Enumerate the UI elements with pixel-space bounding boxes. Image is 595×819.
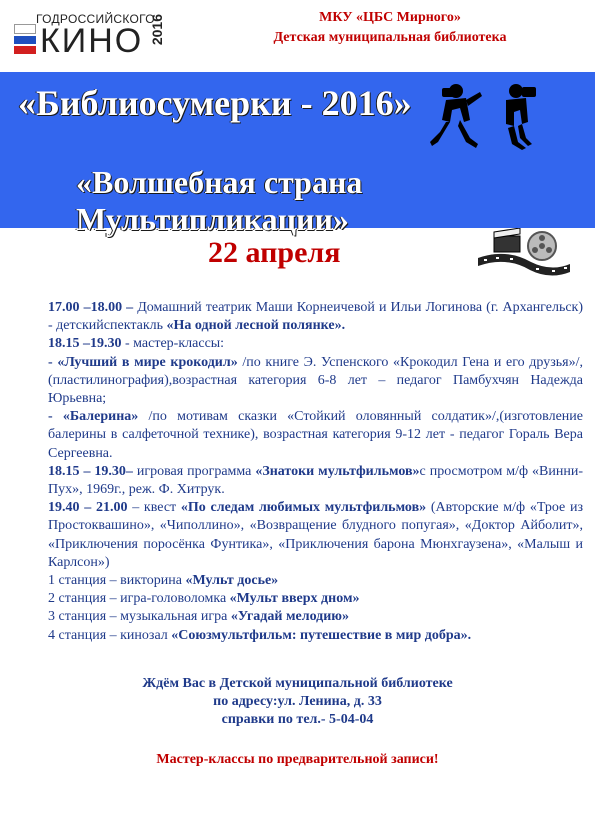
item-title: - «Балерина» bbox=[48, 409, 139, 425]
item-text: – квест bbox=[127, 500, 181, 516]
item-text: - мастер-классы: bbox=[121, 336, 225, 352]
item-text: /по мотивам сказки «Стойкий оловянный солдатик»/,(изготовление балерины в салфеточной технике), возрастная категория 9-12 лет - педагог Гораль Вера Сергеевна. bbox=[48, 409, 583, 461]
station-1 bbox=[48, 572, 583, 590]
item-text: 2 станция – игра-головоломка bbox=[48, 591, 230, 607]
station-4 bbox=[48, 627, 583, 645]
logo-year: 2016 bbox=[149, 14, 165, 46]
item-text: 3 станция – музыкальная игра bbox=[48, 609, 231, 625]
program-item-6 bbox=[48, 499, 583, 572]
program-item-1 bbox=[48, 299, 583, 335]
item-title: «На одной лесной полянке». bbox=[166, 318, 346, 334]
station-3 bbox=[48, 608, 583, 626]
photographer-silhouette-icon bbox=[420, 82, 490, 152]
event-title: «Библиосумерки - 2016» bbox=[18, 83, 412, 123]
time-slot: 17.00 –18.00 – bbox=[48, 300, 134, 315]
program-item-4 bbox=[48, 408, 583, 463]
library-name: Детская муниципальная библиотека bbox=[273, 30, 507, 45]
logo-main-text: КИНО bbox=[40, 22, 144, 60]
item-title: «Знатоки мультфильмов» bbox=[255, 463, 420, 479]
item-text: с просмотром м/ф «Винни-Пух», 1969г., реж. Ф. Хитрук. bbox=[48, 463, 583, 498]
program-item-5 bbox=[48, 463, 583, 499]
event-date: 22 апреля bbox=[208, 236, 341, 269]
time-slot: 18.15 –19.30 bbox=[48, 336, 122, 352]
item-title: «Мульт досье» bbox=[185, 573, 279, 589]
address-text: по адресу:ул. Ленина, д. 33 bbox=[213, 694, 382, 709]
item-text: /по книге Э. Успенского «Крокодил Гена и его друзья»/,(пластилинография),возрастная категория 6-8 лет – педагог Памбухчян Надежда Юрьевна; bbox=[48, 354, 583, 407]
program-item-3 bbox=[48, 354, 583, 409]
item-title: «Угадай мелодию» bbox=[230, 609, 350, 625]
item-text: игровая программа bbox=[132, 463, 256, 479]
invitation-text: Ждём Вас в Детской муниципальной библиотеке bbox=[142, 676, 453, 691]
item-text: 4 станция – кинозал bbox=[48, 627, 172, 643]
item-title: - «Лучший в мире крокодил» bbox=[48, 354, 238, 370]
phone-text: справки по тел.- 5-04-04 bbox=[221, 712, 374, 727]
logo-top-text: ГОДРОССИЙСКОГО bbox=[36, 12, 155, 26]
event-subtitle: «Волшебная страна Мультипликации» bbox=[76, 164, 363, 237]
item-text: (Авторские м/ф «Трое из Простоквашино», «Чиполлино», «Возвращение блудного попугая», «Доктор Айболит», «Приключения поросёнка Фунтика», «Приключения барона Мюнхгаузена», «Малыш и Карлсон») bbox=[48, 500, 583, 570]
flag-icon bbox=[14, 24, 36, 56]
station-2 bbox=[48, 590, 583, 608]
item-title: «Союзмультфильм: путешествие в мир добра». bbox=[171, 627, 472, 643]
item-text: Домашний театрик Маши Корнеичевой и Ильи Логинова (г. Архангельск) - детскийспектакль bbox=[48, 300, 584, 334]
organization-name: МКУ «ЦБС Мирного» bbox=[319, 10, 461, 25]
time-slot: 18.15 – 19.30– bbox=[48, 463, 133, 479]
event-program bbox=[48, 299, 583, 645]
cameraman-silhouette-icon bbox=[492, 82, 554, 152]
program-item-2 bbox=[48, 335, 583, 353]
registration-note: Мастер-классы по предварительной записи! bbox=[156, 752, 439, 767]
year-of-cinema-logo bbox=[12, 12, 165, 62]
item-text: 1 станция – викторина bbox=[48, 573, 186, 589]
item-title: «Мульт вверх дном» bbox=[229, 591, 360, 607]
item-title: «По следам любимых мультфильмов» bbox=[180, 500, 427, 516]
time-slot: 19.40 – 21.00 bbox=[48, 500, 128, 516]
film-reel-icon bbox=[476, 228, 572, 278]
